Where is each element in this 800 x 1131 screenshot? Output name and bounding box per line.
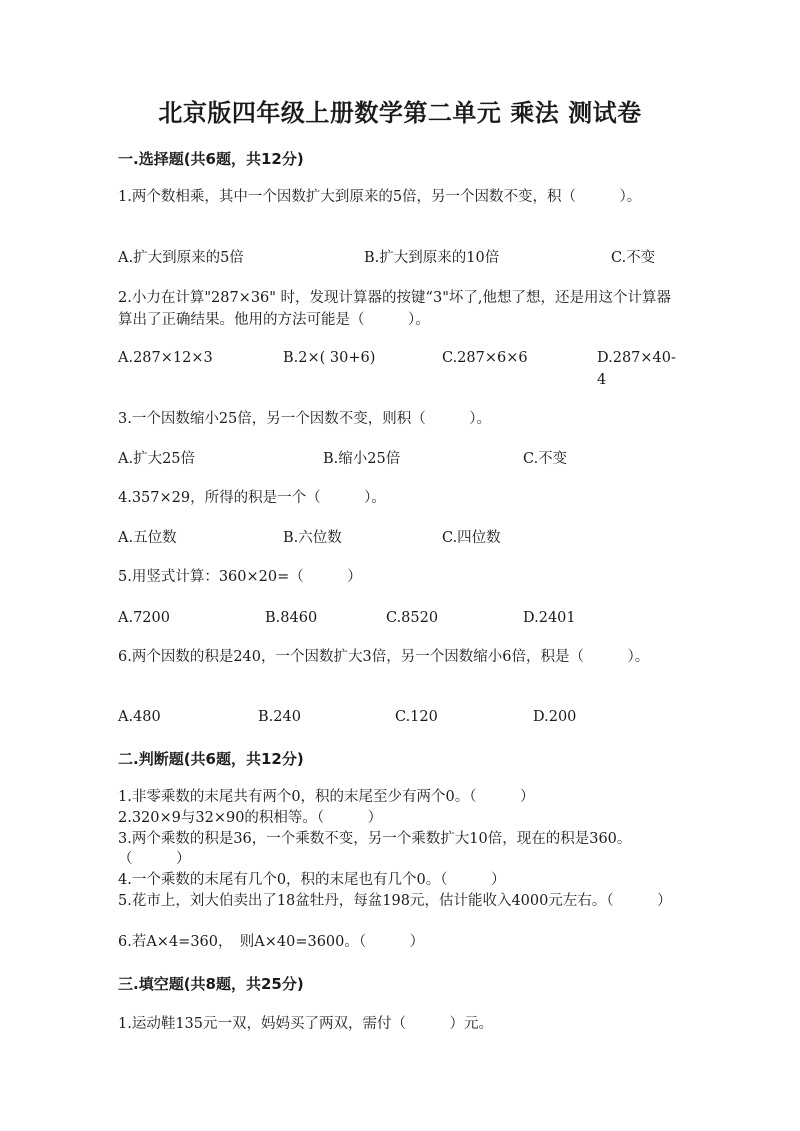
choice-q2-option-a: A.287×12×3 xyxy=(118,350,213,366)
choice-q5-option-b: B.8460 xyxy=(265,610,318,626)
judge-item-4: 4.一个乘数的末尾有几个0，积的末尾也有几个0。（ ） xyxy=(118,872,506,888)
choice-q2-option-d: D.287×40-4 xyxy=(597,350,676,388)
section-heading-fill: 三.填空题(共8题，共25分) xyxy=(118,975,304,993)
choice-q2-option-c: C.287×6×6 xyxy=(442,350,528,366)
choice-q1-option-c: C.不变 xyxy=(611,250,656,266)
section-heading-choice: 一.选择题(共6题，共12分) xyxy=(118,150,304,168)
judge-item-6: 6.若A×4=360， 则A×40=3600。（ ） xyxy=(118,934,425,950)
choice-q6-option-d: D.200 xyxy=(533,709,577,725)
choice-question-6: 6.两个因数的积是240，一个因数扩大3倍，另一个因数缩小6倍，积是（ ）。 xyxy=(118,649,650,665)
judge-item-3: 3.两个乘数的积是36，一个乘数不变，另一个乘数扩大10倍，现在的积是360。（ ） xyxy=(118,831,632,867)
choice-q6-option-a: A.480 xyxy=(118,709,161,725)
section-heading-judge: 二.判断题(共6题，共12分) xyxy=(118,750,304,768)
choice-question-3: 3.一个因数缩小25倍，另一个因数不变，则积（ ）。 xyxy=(118,411,492,427)
choice-q6-option-b: B.240 xyxy=(258,709,301,725)
page-title: 北京版四年级上册数学第二单元 乘法 测试卷 xyxy=(158,98,642,127)
judge-item-2: 2.320×9与32×90的积相等。（ ） xyxy=(118,810,383,826)
judge-item-5: 5.花市上，刘大伯卖出了18盆牡丹，每盆198元，估计能收入4000元左右。（ ） xyxy=(118,893,672,909)
choice-q3-option-a: A.扩大25倍 xyxy=(118,451,196,467)
choice-q5-option-a: A.7200 xyxy=(118,610,170,626)
choice-q1-option-b: B.扩大到原来的10倍 xyxy=(364,250,500,266)
choice-q4-option-a: A.五位数 xyxy=(118,530,177,546)
choice-question-2: 2.小力在计算"287×36" 时，发现计算器的按键“3"坏了,他想了想，还是用这个计算器算出了正确结果。他用的方法可能是（ ）。 xyxy=(118,290,671,328)
judge-item-1: 1.非零乘数的末尾共有两个0，积的末尾至少有两个0。（ ） xyxy=(118,789,535,805)
choice-q5-option-d: D.2401 xyxy=(523,610,576,626)
choice-question-4: 4.357×29，所得的积是一个（ ）。 xyxy=(118,490,386,506)
choice-q5-option-c: C.8520 xyxy=(386,610,439,626)
choice-question-1: 1.两个数相乘，其中一个因数扩大到原来的5倍，另一个因数不变，积（ ）。 xyxy=(118,189,642,205)
choice-q4-option-b: B.六位数 xyxy=(283,530,342,546)
choice-q3-option-b: B.缩小25倍 xyxy=(323,451,401,467)
choice-q2-option-b: B.2×( 30+6) xyxy=(283,350,376,366)
fill-item-1: 1.运动鞋135元一双，妈妈买了两双，需付（ ）元。 xyxy=(118,1016,494,1032)
choice-q1-option-a: A.扩大到原来的5倍 xyxy=(118,250,244,266)
choice-question-5: 5.用竖式计算：360×20=（ ） xyxy=(118,569,362,585)
choice-q3-option-c: C.不变 xyxy=(523,451,568,467)
choice-q4-option-c: C.四位数 xyxy=(442,530,501,546)
choice-q6-option-c: C.120 xyxy=(395,709,438,725)
